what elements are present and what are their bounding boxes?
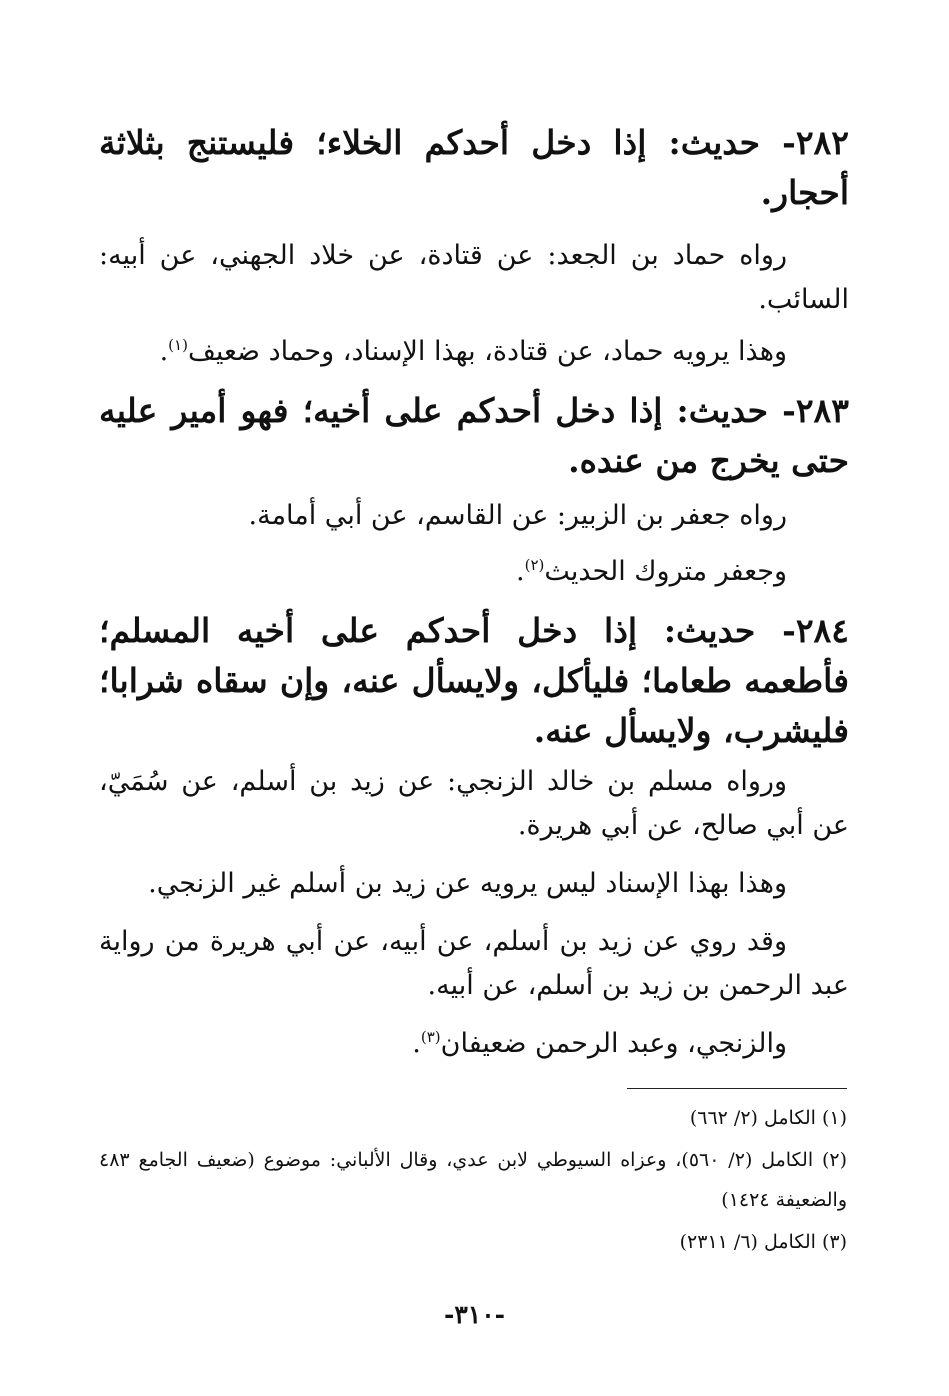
footnote-reference: (١) <box>168 336 188 354</box>
narration-paragraph: رواه جعفر بن الزبير: عن القاسم، عن أبي أمامة. <box>248 500 787 531</box>
hadith-heading-284: ٢٨٤- حديث: إذا دخل أحدكم على أخيه المسلم؛ فأطعمه طعاما؛ فليأكل، ولايسأل عنه، وإن سقاه شرابا؛ فليشرب، ولايسأل عنه. <box>99 611 849 750</box>
footnote-divider <box>627 1088 847 1089</box>
paragraph-text: وهذا يرويه حماد، عن قتادة، بهذا الإسناد، وحماد ضعيف <box>187 336 787 367</box>
footnote-reference: (٣) <box>420 1028 441 1046</box>
narration-paragraph: ورواه مسلم بن خالد الزنجي: عن زيد بن أسلم، عن سُمَيّ، عن أبي صالح، عن أبي هريرة. <box>99 766 849 841</box>
narration-paragraph: رواه حماد بن الجعد: عن قتادة، عن خلاد الجهني، عن أبيه: السائب. <box>99 240 849 315</box>
paragraph-text: وجعفر متروك الحديث <box>544 556 787 587</box>
hadith-heading-282: ٢٨٢- حديث: إذا دخل أحدكم الخلاء؛ فليستنج بثلاثة أحجار. <box>99 123 849 212</box>
paragraph-text: والزنجي، وعبد الرحمن ضعيفان <box>440 1028 787 1059</box>
footnote-reference: (٢) <box>524 556 545 574</box>
grading-paragraph: وهذا يرويه حماد، عن قتادة، بهذا الإسناد، وحماد ضعيف$^{(١)}$. <box>159 336 787 367</box>
page-number: -٣١٠- <box>443 1300 506 1329</box>
grading-paragraph: وجعفر متروك الحديث$^{(٢)}$. <box>515 556 787 587</box>
footnote-3: (٣) الكامل (٦/ ٢٣١١) <box>679 1231 847 1253</box>
grading-paragraph: والزنجي، وعبد الرحمن ضعيفان$^{(٣)}$. <box>412 1028 787 1059</box>
note-paragraph: وقد روي عن زيد بن أسلم، عن أبيه، عن أبي هريرة من رواية عبد الرحمن بن زيد بن أسلم، عن أبيه. <box>99 926 849 1001</box>
hadith-heading-283: ٢٨٣- حديث: إذا دخل أحدكم على أخيه؛ فهو أمير عليه حتى يخرج من عنده. <box>99 391 850 480</box>
footnote-1: (١) الكامل (٢/ ٦٦٢) <box>689 1107 847 1129</box>
footnote-2: (٢) الكامل (٢/ ٥٦٠)، وعزاه السيوطي لابن عدي، وقال الألباني: موضوع (ضعيف الجامع ٤٨٣ والضعيفة ١٤٢٤) <box>99 1149 847 1211</box>
note-paragraph: وهذا بهذا الإسناد ليس يرويه عن زيد بن أسلم غير الزنجي. <box>148 868 787 899</box>
